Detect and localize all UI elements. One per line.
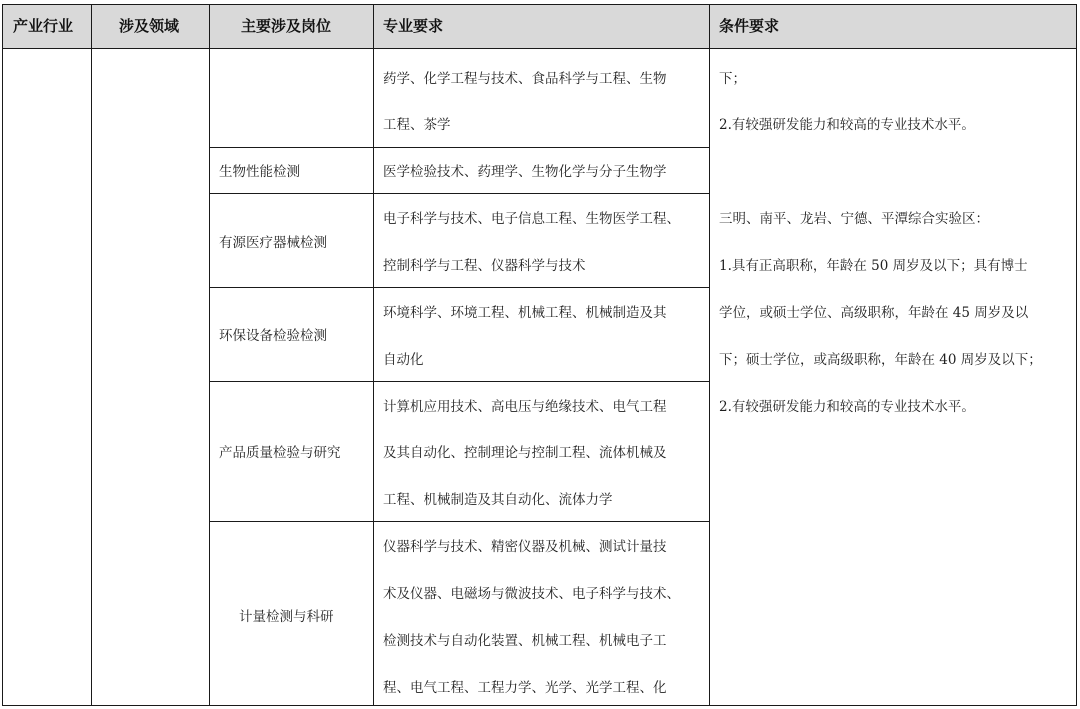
condition-line: 2.有较强研发能力和较高的专业技术水平。 — [719, 399, 975, 415]
major-line: 医学检验技术、药理学、生物化学与分子生物学 — [383, 164, 667, 180]
major-line: 检测技术与自动化装置、机械工程、机械电子工 — [383, 633, 667, 649]
major-line: 程、电气工程、工程力学、光学、光学工程、化 — [383, 680, 667, 696]
row-divider — [209, 193, 709, 194]
major-line: 工程、机械制造及其自动化、流体力学 — [383, 492, 613, 508]
position-cell: 环保设备检验检测 — [219, 328, 327, 344]
major-line: 仪器科学与技术、精密仪器及机械、测试计量技 — [383, 539, 667, 555]
column-divider — [709, 5, 710, 705]
row-divider — [209, 147, 709, 148]
condition-line: 下；硕士学位，或高级职称，年龄在 40 周岁及以下； — [719, 352, 1042, 368]
column-divider — [91, 5, 92, 705]
condition-line: 1.具有正高职称，年龄在 50 周岁及以下；具有博士 — [719, 258, 1028, 274]
major-line: 及其自动化、控制理论与控制工程、流体机械及 — [383, 445, 667, 461]
header-field: 涉及领域 — [119, 17, 180, 35]
requirements-table — [2, 4, 1077, 706]
condition-line: 2.有较强研发能力和较高的专业技术水平。 — [719, 117, 975, 133]
major-line: 自动化 — [383, 352, 424, 368]
major-line: 工程、茶学 — [383, 117, 451, 133]
column-divider — [209, 5, 210, 705]
column-divider — [373, 5, 374, 705]
major-line: 控制科学与工程、仪器科学与技术 — [383, 258, 586, 274]
position-cell: 有源医疗器械检测 — [219, 235, 327, 251]
condition-line: 学位，或硕士学位、高级职称，年龄在 45 周岁及以 — [719, 305, 1029, 321]
header-major: 专业要求 — [383, 17, 444, 35]
header-industry: 产业行业 — [13, 17, 74, 35]
condition-line: 下； — [719, 71, 746, 87]
major-line: 药学、化学工程与技术、食品科学与工程、生物 — [383, 71, 667, 87]
position-cell: 生物性能检测 — [219, 164, 300, 180]
row-divider — [209, 287, 709, 288]
header-conditions: 条件要求 — [719, 17, 780, 35]
major-line: 术及仪器、电磁场与微波技术、电子科学与技术、 — [383, 586, 680, 602]
header-positions: 主要涉及岗位 — [241, 17, 332, 35]
condition-line: 三明、南平、龙岩、宁德、平潭综合实验区： — [719, 211, 989, 227]
major-line: 电子科学与技术、电子信息工程、生物医学工程、 — [383, 211, 680, 227]
row-divider — [209, 381, 709, 382]
position-cell: 产品质量检验与研究 — [219, 445, 341, 461]
major-line: 环境科学、环境工程、机械工程、机械制造及其 — [383, 305, 667, 321]
position-cell: 计量检测与科研 — [239, 609, 334, 625]
major-line: 计算机应用技术、高电压与绝缘技术、电气工程 — [383, 399, 667, 415]
row-divider — [209, 521, 709, 522]
header-divider — [3, 48, 1076, 49]
